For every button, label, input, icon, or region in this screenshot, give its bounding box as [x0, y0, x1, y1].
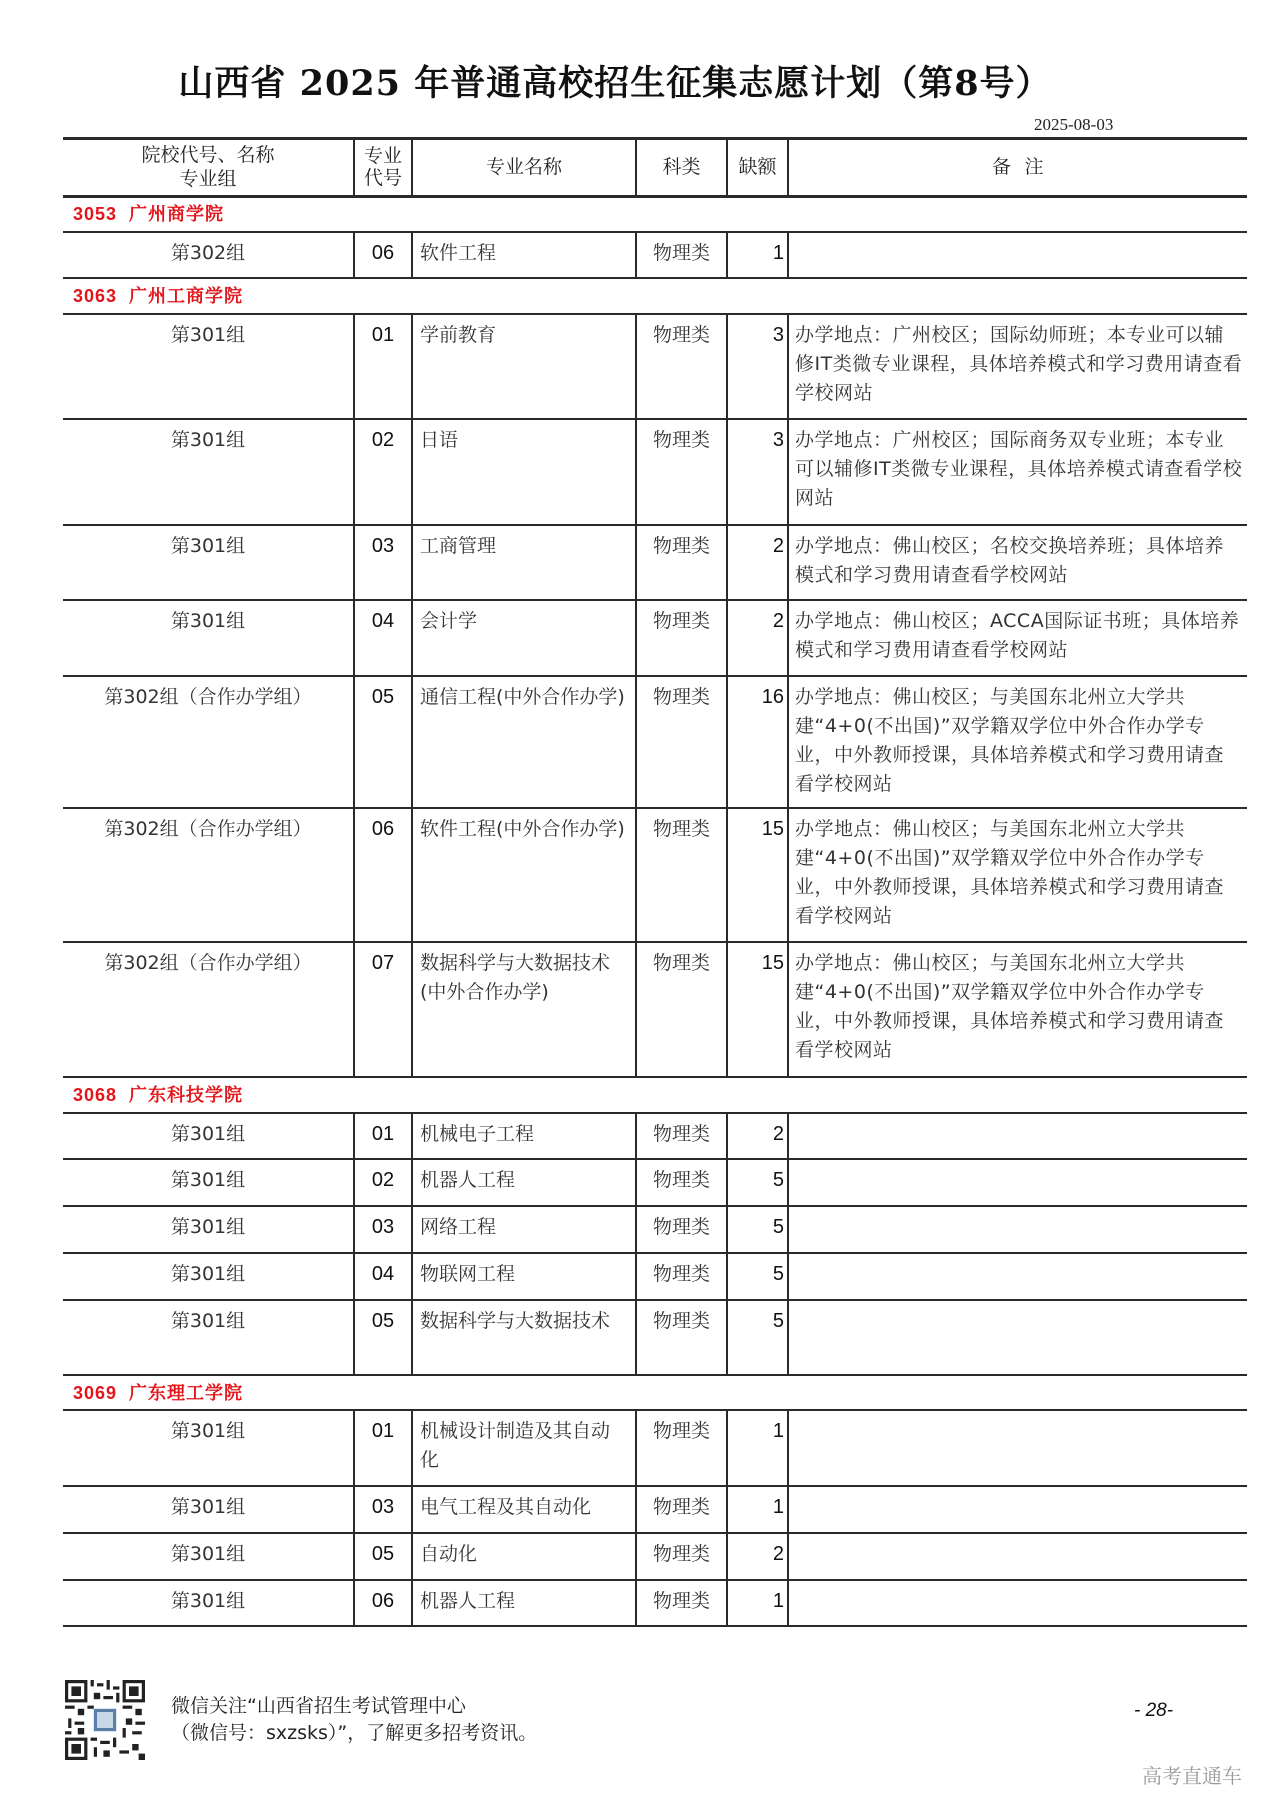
cell-school-group: 第301组	[170, 1496, 246, 1518]
cell-major-name: 物联网工程	[411, 1253, 635, 1300]
cell-major-code: 03	[353, 1486, 411, 1533]
cell-school-group: 第302组（合作办学组）	[104, 818, 312, 840]
cell-remark	[787, 1580, 1247, 1626]
cell-category: 物理类	[635, 600, 726, 676]
school-heading-row	[63, 1077, 1247, 1113]
header-major-code-line1: 专业	[363, 145, 402, 167]
cell-remark	[787, 1206, 1247, 1253]
table-row	[63, 232, 1247, 278]
cell-vacancy: 1	[726, 1410, 787, 1486]
table-row	[63, 1486, 1247, 1533]
cell-major-code: 06	[353, 808, 411, 942]
cell-vacancy: 15	[726, 942, 787, 1077]
cell-major-name: 网络工程	[411, 1206, 635, 1253]
cell-category: 物理类	[635, 1159, 726, 1206]
header-major-name: 专业名称	[411, 138, 635, 196]
cell-major-code: 03	[353, 1206, 411, 1253]
cell-school-group: 第302组（合作办学组）	[104, 686, 312, 708]
cell-category: 物理类	[635, 942, 726, 1077]
cell-major-code: 04	[353, 600, 411, 676]
table-row	[63, 942, 1247, 1077]
table-row	[63, 525, 1247, 600]
cell-school-group: 第301组	[170, 324, 246, 346]
cell-major-name: 机械设计制造及其自动化	[411, 1410, 635, 1486]
cell-school-group: 第301组	[170, 535, 246, 557]
table-row	[63, 1206, 1247, 1253]
cell-school-group: 第301组	[170, 429, 246, 451]
footer-wechat-line2: （微信号：sxzsks）”，了解更多招考资讯。	[171, 1722, 538, 1744]
school-heading-row	[63, 196, 1247, 232]
watermark: 高考直通车	[1142, 1764, 1242, 1788]
cell-category: 物理类	[635, 808, 726, 942]
cell-major-name: 日语	[411, 419, 635, 525]
cell-category: 物理类	[635, 1486, 726, 1533]
cell-category: 物理类	[635, 1410, 726, 1486]
publish-date: 2025-08-03	[1034, 115, 1114, 134]
school-heading: 3069 广东理工学院	[73, 1383, 244, 1403]
header-school-group	[63, 138, 353, 196]
cell-category: 物理类	[635, 1300, 726, 1375]
cell-remark	[787, 232, 1247, 278]
cell-category: 物理类	[635, 1580, 726, 1626]
cell-school-group: 第301组	[170, 1123, 246, 1145]
cell-major-name: 机械电子工程	[411, 1113, 635, 1159]
header-remarks: 备 注	[787, 138, 1247, 196]
page-number: - 28-	[1134, 1700, 1174, 1721]
school-heading: 3063 广州工商学院	[73, 286, 244, 306]
cell-remark: 办学地点：佛山校区；与美国东北州立大学共建“4+0(不出国)”双学籍双学位中外合作办学专业，中外教师授课，具体培养模式和学习费用请查看学校网站	[787, 942, 1247, 1077]
qr-code-icon	[65, 1680, 145, 1760]
cell-remark: 办学地点：佛山校区；名校交换培养班；具体培养模式和学习费用请查看学校网站	[787, 525, 1247, 600]
page-title: 山西省 2025 年普通高校招生征集志愿计划（第8号）	[178, 63, 1052, 104]
cell-major-name: 数据科学与大数据技术	[411, 1300, 635, 1375]
cell-remark	[787, 1300, 1247, 1375]
table-row	[63, 419, 1247, 525]
cell-major-name: 电气工程及其自动化	[411, 1486, 635, 1533]
table-row	[63, 1580, 1247, 1626]
table-row	[63, 1300, 1247, 1375]
cell-major-code: 06	[353, 1580, 411, 1626]
cell-major-name: 机器人工程	[411, 1580, 635, 1626]
cell-category: 物理类	[635, 232, 726, 278]
cell-vacancy: 3	[726, 419, 787, 525]
cell-major-name: 机器人工程	[411, 1159, 635, 1206]
cell-vacancy: 5	[726, 1300, 787, 1375]
cell-major-name: 学前教育	[411, 314, 635, 419]
cell-category: 物理类	[635, 1533, 726, 1580]
cell-school-group: 第301组	[170, 1263, 246, 1285]
cell-remark	[787, 1533, 1247, 1580]
cell-major-code: 01	[353, 1113, 411, 1159]
cell-major-name: 软件工程(中外合作办学)	[411, 808, 635, 942]
cell-school-group: 第302组	[170, 242, 246, 264]
cell-major-name: 软件工程	[411, 232, 635, 278]
cell-category: 物理类	[635, 676, 726, 808]
school-heading: 3068 广东科技学院	[73, 1085, 244, 1105]
cell-category: 物理类	[635, 525, 726, 600]
cell-vacancy: 15	[726, 808, 787, 942]
cell-vacancy: 2	[726, 600, 787, 676]
cell-major-code: 05	[353, 676, 411, 808]
header-major-code	[353, 138, 411, 196]
header-category: 科类	[635, 138, 726, 196]
cell-vacancy: 1	[726, 232, 787, 278]
cell-vacancy: 5	[726, 1159, 787, 1206]
cell-remark	[787, 1410, 1247, 1486]
cell-major-code: 06	[353, 232, 411, 278]
row-rule	[63, 1625, 1247, 1627]
cell-major-code: 02	[353, 419, 411, 525]
footer-wechat-line1: 微信关注“山西省招生考试管理中心	[171, 1695, 466, 1717]
cell-major-code: 01	[353, 1410, 411, 1486]
table-row	[63, 1159, 1247, 1206]
cell-remark: 办学地点：广州校区；国际商务双专业班；本专业可以辅修IT类微专业课程，具体培养模式请查看学校网站	[787, 419, 1247, 525]
header-school-group-line1: 院校代号、名称	[141, 144, 275, 166]
cell-vacancy: 5	[726, 1206, 787, 1253]
table-row	[63, 1253, 1247, 1300]
cell-vacancy: 5	[726, 1253, 787, 1300]
cell-remark	[787, 1253, 1247, 1300]
cell-category: 物理类	[635, 1113, 726, 1159]
cell-category: 物理类	[635, 1253, 726, 1300]
table-row	[63, 676, 1247, 808]
header-major-code-line2: 代号	[363, 167, 402, 189]
table-row	[63, 1410, 1247, 1486]
cell-major-code: 03	[353, 525, 411, 600]
cell-major-code: 05	[353, 1533, 411, 1580]
cell-vacancy: 2	[726, 1533, 787, 1580]
cell-vacancy: 1	[726, 1580, 787, 1626]
table-row	[63, 314, 1247, 419]
table-row	[63, 1113, 1247, 1159]
table-header	[63, 138, 1247, 196]
table-row	[63, 1533, 1247, 1580]
school-heading: 3053 广州商学院	[73, 204, 225, 224]
cell-vacancy: 3	[726, 314, 787, 419]
cell-vacancy: 2	[726, 525, 787, 600]
cell-category: 物理类	[635, 1206, 726, 1253]
school-heading-row	[63, 278, 1247, 314]
cell-major-code: 07	[353, 942, 411, 1077]
table-row	[63, 808, 1247, 942]
cell-school-group: 第302组（合作办学组）	[104, 952, 312, 974]
cell-school-group: 第301组	[170, 1216, 246, 1238]
school-heading-row	[63, 1375, 1247, 1410]
cell-remark	[787, 1159, 1247, 1206]
cell-major-name: 通信工程(中外合作办学)	[411, 676, 635, 808]
table-row	[63, 600, 1247, 676]
cell-remark	[787, 1113, 1247, 1159]
cell-school-group: 第301组	[170, 1310, 246, 1332]
cell-school-group: 第301组	[170, 1420, 246, 1442]
cell-remark: 办学地点：佛山校区；与美国东北州立大学共建“4+0(不出国)”双学籍双学位中外合作办学专业，中外教师授课，具体培养模式和学习费用请查看学校网站	[787, 676, 1247, 808]
cell-vacancy: 1	[726, 1486, 787, 1533]
cell-school-group: 第301组	[170, 1543, 246, 1565]
cell-remark: 办学地点：佛山校区；ACCA国际证书班；具体培养模式和学习费用请查看学校网站	[787, 600, 1247, 676]
cell-vacancy: 2	[726, 1113, 787, 1159]
cell-category: 物理类	[635, 419, 726, 525]
cell-school-group: 第301组	[170, 1590, 246, 1612]
cell-major-code: 02	[353, 1159, 411, 1206]
cell-school-group: 第301组	[170, 1169, 246, 1191]
cell-remark: 办学地点：佛山校区；与美国东北州立大学共建“4+0(不出国)”双学籍双学位中外合作办学专业，中外教师授课，具体培养模式和学习费用请查看学校网站	[787, 808, 1247, 942]
header-vacancy: 缺额	[726, 138, 787, 196]
cell-category: 物理类	[635, 314, 726, 419]
cell-major-name: 会计学	[411, 600, 635, 676]
cell-vacancy: 16	[726, 676, 787, 808]
cell-major-code: 01	[353, 314, 411, 419]
header-school-group-line2: 专业组	[179, 168, 237, 190]
cell-major-name: 数据科学与大数据技术(中外合作办学)	[411, 942, 635, 1077]
cell-major-code: 05	[353, 1300, 411, 1375]
cell-remark: 办学地点：广州校区；国际幼师班；本专业可以辅修IT类微专业课程，具体培养模式和学习费用请查看学校网站	[787, 314, 1247, 419]
cell-school-group: 第301组	[170, 610, 246, 632]
cell-remark	[787, 1486, 1247, 1533]
cell-major-name: 自动化	[411, 1533, 635, 1580]
cell-major-name: 工商管理	[411, 525, 635, 600]
cell-major-code: 04	[353, 1253, 411, 1300]
